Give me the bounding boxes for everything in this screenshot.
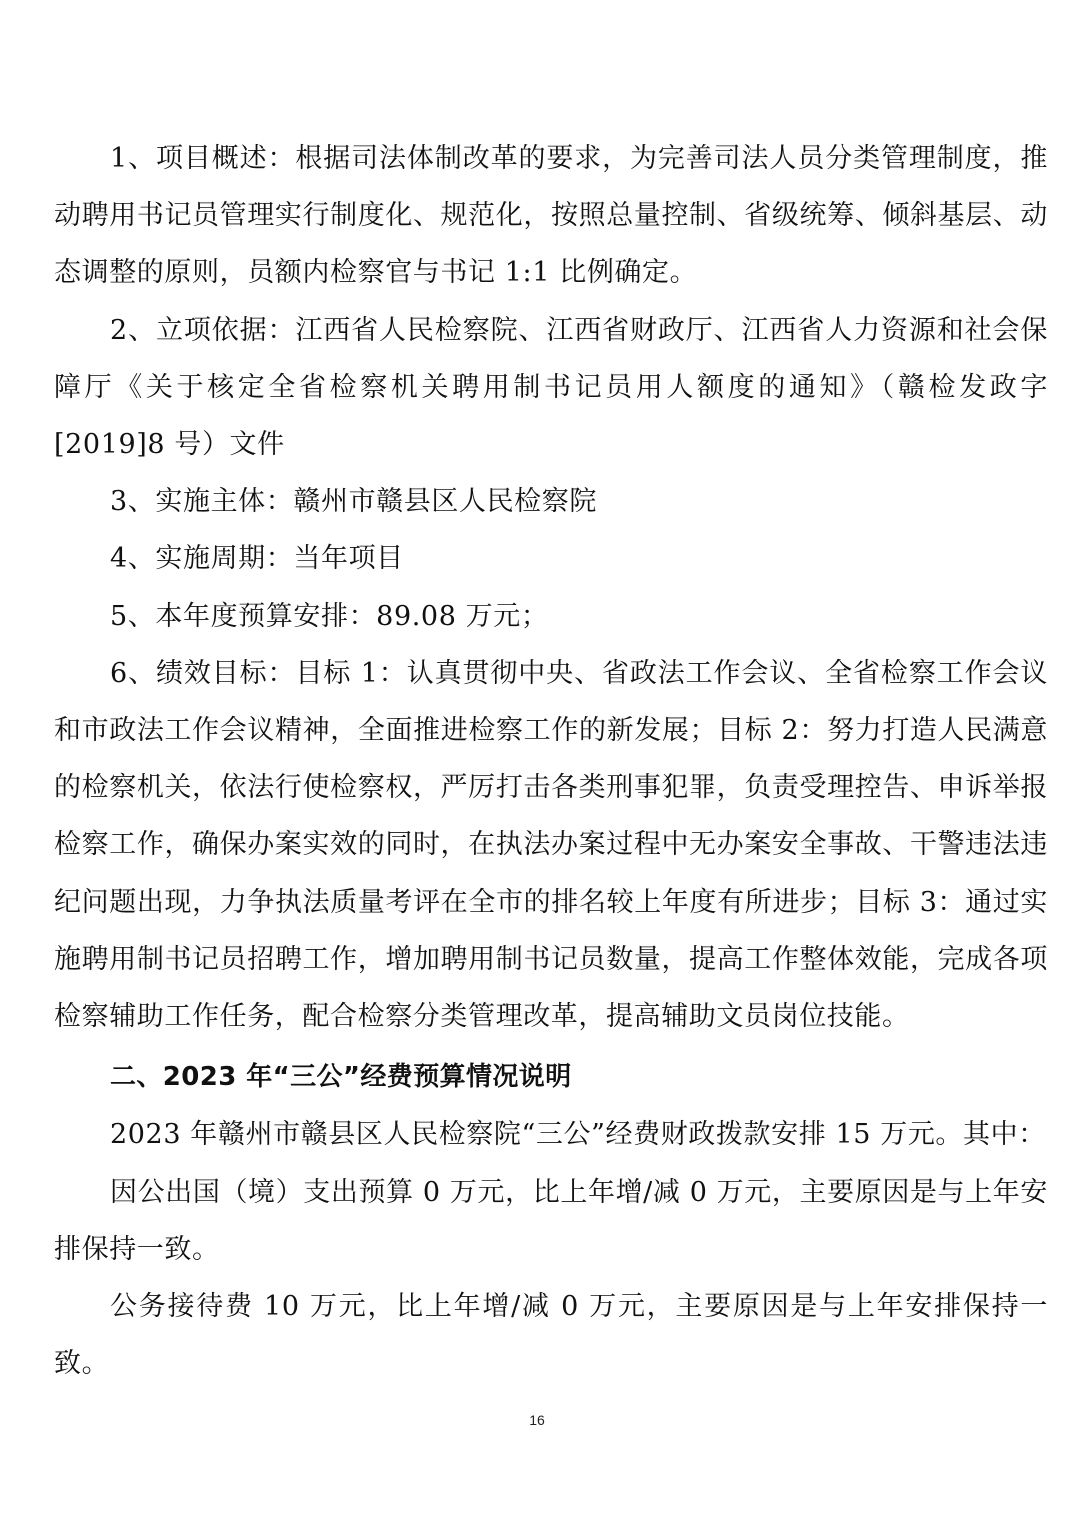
paragraph-project-overview: 1、项目概述：根据司法体制改革的要求，为完善司法人员分类管理制度，推动聘用书记员管理实行制度化、规范化，按照总量控制、省级统筹、倾斜基层、动态调整的原则，员额内检察官与书记 1:1 比例确定。 [54,143,1048,289]
paragraph-performance-goals: 6、绩效目标：目标 1：认真贯彻中央、省政法工作会议、全省检察工作会议和市政法工作会议精神，全面推进检察工作的新发展；目标 2：努力打造人民满意的检察机关，依法行使检察权，严厉打击各类刑事犯罪，负责受理控告、申诉举报检察工作，确保办案实效的同时，在执法办案过程中无办案安全事故、干警违法违纪问题出现，力争执法质量考评在全市的排名较上年度有所进步；目标 3：通过实施聘用制书记员招聘工作，增加聘用制书记员数量，提高工作整体效能，完成各项检察辅助工作任务，配合检察分类管理改革，提高辅助文员岗位技能。 [54,657,1048,1033]
paragraph-implementing-body: 3、实施主体：赣州市赣县区人民检察院 [110,486,597,518]
page-number: 16 [529,1412,545,1428]
paragraph-official-reception: 公务接待费 10 万元，比上年增/减 0 万元，主要原因是与上年安排保持一致。 [54,1291,1048,1380]
paragraph-three-public-total: 2023 年赣州市赣县区人民检察院“三公”经费财政拨款安排 15 万元。其中： [110,1119,1046,1151]
paragraph-overseas-travel: 因公出国（境）支出预算 0 万元，比上年增/减 0 万元，主要原因是与上年安排保持一致。 [54,1176,1048,1265]
paragraph-project-basis: 2、立项依据：江西省人民检察院、江西省财政厅、江西省人力资源和社会保障厅《关于核定全省检察机关聘用制书记员用人额度的通知》（赣检发政字[2019]8 号）文件 [54,314,1048,461]
paragraph-annual-budget: 5、本年度预算安排：89.08 万元； [110,600,549,632]
section-heading-three-public-expenses: 二、2023 年“三公”经费预算情况说明 [110,1062,572,1093]
paragraph-implementation-period: 4、实施周期：当年项目 [110,543,404,575]
document-body [54,130,1048,1392]
